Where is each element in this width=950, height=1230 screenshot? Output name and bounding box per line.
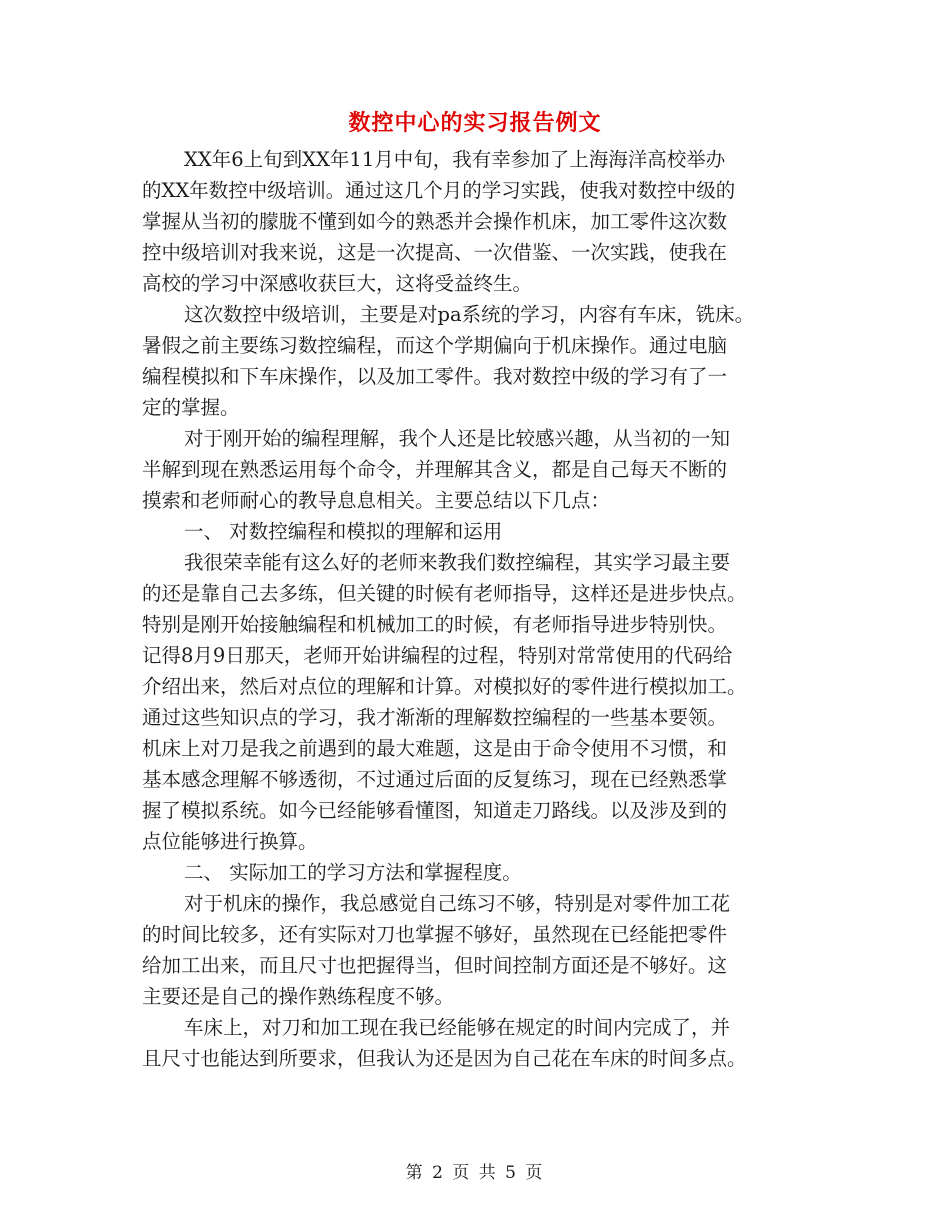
text-line: 我很荣幸能有这么好的老师来教我们数控编程，其实学习最主要 [184,551,731,574]
text-line: 通过这些知识点的学习，我才渐渐的理解数控编程的一些基本要领。 [142,706,728,729]
text-line: 高校的学习中深感收获巨大，这将受益终生。 [142,272,533,295]
text-line: 的时间比较多，还有实际对刀也掌握不够好，虽然现在已经能把零件 [142,923,728,946]
text-line: 介绍出来，然后对点位的理解和计算。对模拟好的零件进行模拟加工。 [142,675,747,698]
text-line: 握了模拟系统。如今已经能够看懂图，知道走刀路线。以及涉及到的 [142,799,728,822]
text-line: 基本感念理解不够透彻，不过通过后面的反复练习，现在已经熟悉掌 [142,768,728,791]
text-line: 半解到现在熟悉运用每个命令，并理解其含义，都是自己每天不断的 [142,458,728,481]
text-line: 且尺寸也能达到所要求，但我认为还是因为自己花在车床的时间多点。 [142,1047,747,1070]
text-line: 给加工出来，而且尺寸也把握得当，但时间控制方面还是不够好。这 [142,954,728,977]
text-line: 对于刚开始的编程理解，我个人还是比较感兴趣，从当初的一知 [184,427,731,450]
text-line: 的还是靠自己去多练，但关键的时候有老师指导，这样还是进步快点。 [142,582,747,605]
text-line: 这次数控中级培训，主要是对pa系统的学习，内容有车床，铣床。 [184,303,755,326]
text-line: 机床上对刀是我之前遇到的最大难题，这是由于命令使用不习惯，和 [142,737,728,760]
text-line: 二、 实际加工的学习方法和掌握程度。 [184,861,522,884]
text-line: 一、 对数控编程和模拟的理解和运用 [184,520,503,543]
text-line: 定的掌握。 [142,396,240,419]
text-line: 点位能够进行换算。 [142,830,318,853]
document-title: 数控中心的实习报告例文 [348,110,602,136]
text-line: XX年6上旬到XX年11月中旬，我有幸参加了上海海洋高校举办 [184,148,726,171]
text-line: 摸索和老师耐心的教导息息相关。主要总结以下几点： [142,489,611,512]
text-line: 暑假之前主要练习数控编程，而这个学期偏向于机床操作。通过电脑 [142,334,728,357]
page-footer: 第 2 页 共 5 页 [405,1163,545,1183]
text-line: 记得8月9日那天，老师开始讲编程的过程，特别对常常使用的代码给 [142,644,733,667]
text-line: 掌握从当初的朦胧不懂到如今的熟悉并会操作机床，加工零件这次数 [142,210,728,233]
text-line: 控中级培训对我来说，这是一次提高、一次借鉴、一次实践，使我在 [142,241,728,264]
text-line: 特别是刚开始接触编程和机械加工的时候，有老师指导进步特别快。 [142,613,728,636]
text-line: 车床上，对刀和加工现在我已经能够在规定的时间内完成了，并 [184,1016,731,1039]
text-line: 主要还是自己的操作熟练程度不够。 [142,985,455,1008]
text-line: 对于机床的操作，我总感觉自己练习不够，特别是对零件加工花 [184,892,731,915]
text-line: 的XX年数控中级培训。通过这几个月的学习实践，使我对数控中级的 [142,179,736,202]
text-line: 编程模拟和下车床操作，以及加工零件。我对数控中级的学习有了一 [142,365,728,388]
document-body [142,144,812,1074]
